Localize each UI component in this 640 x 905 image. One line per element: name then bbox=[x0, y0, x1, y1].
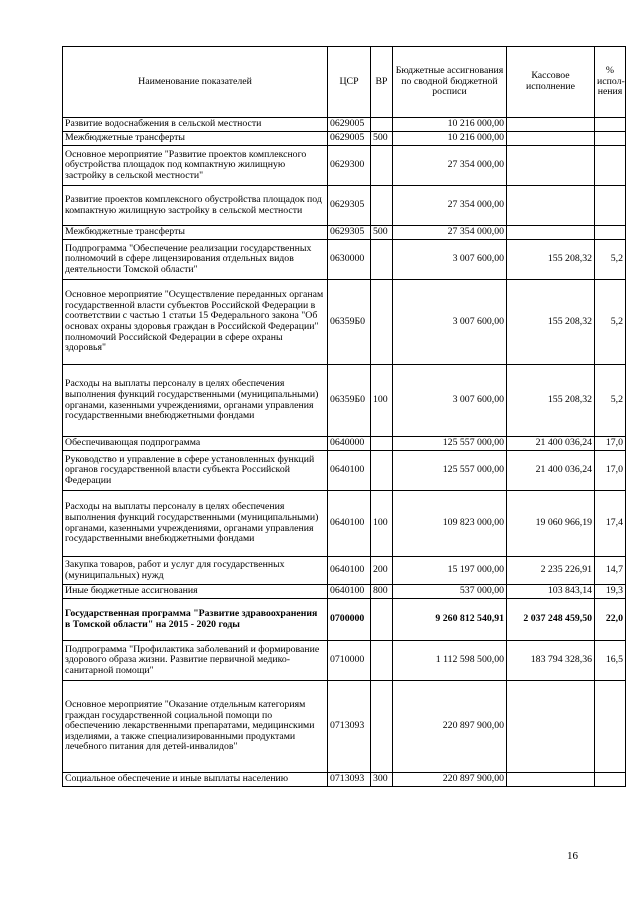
header-percent: % испол-нения bbox=[595, 47, 626, 118]
row-budget: 220 897 900,00 bbox=[393, 681, 507, 773]
row-vr bbox=[371, 641, 393, 681]
row-percent bbox=[595, 681, 626, 773]
row-percent: 17,0 bbox=[595, 451, 626, 491]
row-name: Иные бюджетные ассигнования bbox=[63, 585, 328, 599]
table-row bbox=[63, 491, 626, 557]
row-cash bbox=[507, 132, 595, 146]
row-cash: 19 060 966,19 bbox=[507, 491, 595, 557]
row-vr bbox=[371, 437, 393, 451]
row-percent: 5,2 bbox=[595, 280, 626, 365]
row-percent: 5,2 bbox=[595, 365, 626, 437]
row-vr bbox=[371, 280, 393, 365]
table-row bbox=[63, 132, 626, 146]
row-cash bbox=[507, 186, 595, 226]
row-name: Основное мероприятие "Осуществление переданных органам государственной власти субъектов Российской Федерации в соответствии с частью 1 статьи 15 Федерального закона "Об основах охраны здоровья граждан в Российской Федерации" полномочий Российской Федерации в сфере охраны здоровья" bbox=[63, 280, 328, 365]
row-percent bbox=[595, 226, 626, 240]
row-cash bbox=[507, 118, 595, 132]
table-body bbox=[63, 118, 626, 787]
row-csr: 0640100 bbox=[328, 557, 371, 585]
table-row bbox=[63, 451, 626, 491]
row-percent: 5,2 bbox=[595, 240, 626, 280]
row-csr: 06359Б0 bbox=[328, 280, 371, 365]
row-csr: 0630000 bbox=[328, 240, 371, 280]
row-csr: 0629005 bbox=[328, 132, 371, 146]
row-cash bbox=[507, 146, 595, 186]
table-row bbox=[63, 186, 626, 226]
row-percent bbox=[595, 186, 626, 226]
row-name: Государственная программа "Развитие здравоохранения в Томской области" на 2015 - 2020 годы bbox=[63, 599, 328, 641]
table-row bbox=[63, 240, 626, 280]
row-csr: 0700000 bbox=[328, 599, 371, 641]
header-vr: ВР bbox=[371, 47, 393, 118]
row-budget: 9 260 812 540,91 bbox=[393, 599, 507, 641]
row-cash: 155 208,32 bbox=[507, 240, 595, 280]
table-row bbox=[63, 599, 626, 641]
row-csr: 0713093 bbox=[328, 773, 371, 787]
row-csr: 0640100 bbox=[328, 491, 371, 557]
row-budget: 27 354 000,00 bbox=[393, 146, 507, 186]
row-cash: 2 235 226,91 bbox=[507, 557, 595, 585]
row-cash bbox=[507, 681, 595, 773]
row-vr bbox=[371, 599, 393, 641]
row-csr: 0713093 bbox=[328, 681, 371, 773]
header-csr: ЦСР bbox=[328, 47, 371, 118]
row-budget: 1 112 598 500,00 bbox=[393, 641, 507, 681]
row-percent bbox=[595, 118, 626, 132]
row-vr: 100 bbox=[371, 491, 393, 557]
row-name: Закупка товаров, работ и услуг для государственных (муниципальных) нужд bbox=[63, 557, 328, 585]
row-name: Социальное обеспечение и иные выплаты населению bbox=[63, 773, 328, 787]
row-vr: 500 bbox=[371, 132, 393, 146]
row-percent: 19,3 bbox=[595, 585, 626, 599]
row-vr: 500 bbox=[371, 226, 393, 240]
row-percent bbox=[595, 773, 626, 787]
row-budget: 27 354 000,00 bbox=[393, 186, 507, 226]
row-csr: 0629300 bbox=[328, 146, 371, 186]
row-budget: 220 897 900,00 bbox=[393, 773, 507, 787]
row-name: Межбюджетные трансферты bbox=[63, 132, 328, 146]
table-row bbox=[63, 146, 626, 186]
table-row bbox=[63, 118, 626, 132]
row-name: Развитие водоснабжения в сельской местности bbox=[63, 118, 328, 132]
row-vr bbox=[371, 186, 393, 226]
row-budget: 537 000,00 bbox=[393, 585, 507, 599]
row-percent: 14,7 bbox=[595, 557, 626, 585]
row-csr: 06359Б0 bbox=[328, 365, 371, 437]
row-cash: 2 037 248 459,50 bbox=[507, 599, 595, 641]
row-vr: 100 bbox=[371, 365, 393, 437]
row-csr: 0629305 bbox=[328, 186, 371, 226]
row-cash: 155 208,32 bbox=[507, 280, 595, 365]
budget-execution-table bbox=[62, 46, 626, 787]
row-cash: 103 843,14 bbox=[507, 585, 595, 599]
table-row bbox=[63, 557, 626, 585]
table-row bbox=[63, 681, 626, 773]
row-name: Основное мероприятие "Развитие проектов комплексного обустройства площадок под компактную жилищную застройку в сельской местности" bbox=[63, 146, 328, 186]
row-name: Расходы на выплаты персоналу в целях обеспечения выполнения функций государственными (муниципальными) органами, казенными учреждениями, органами управления государственными внебюджетными фондами bbox=[63, 491, 328, 557]
row-vr bbox=[371, 240, 393, 280]
row-csr: 0629005 bbox=[328, 118, 371, 132]
row-csr: 0629305 bbox=[328, 226, 371, 240]
row-cash: 21 400 036,24 bbox=[507, 437, 595, 451]
table-row bbox=[63, 365, 626, 437]
row-csr: 0640100 bbox=[328, 451, 371, 491]
row-budget: 10 216 000,00 bbox=[393, 118, 507, 132]
row-csr: 0640000 bbox=[328, 437, 371, 451]
header-name: Наименование показателей bbox=[63, 47, 328, 118]
row-name: Руководство и управление в сфере установленных функций органов государственной власти субъекта Российской Федерации bbox=[63, 451, 328, 491]
table-header-row bbox=[63, 47, 626, 118]
row-vr: 300 bbox=[371, 773, 393, 787]
row-cash: 183 794 328,36 bbox=[507, 641, 595, 681]
table-row bbox=[63, 585, 626, 599]
row-name: Подпрограмма "Обеспечение реализации государственных полномочий в сфере лицензирования отдельных видов деятельности Томской области" bbox=[63, 240, 328, 280]
row-cash: 155 208,32 bbox=[507, 365, 595, 437]
row-name: Межбюджетные трансферты bbox=[63, 226, 328, 240]
row-percent: 17,4 bbox=[595, 491, 626, 557]
row-budget: 125 557 000,00 bbox=[393, 451, 507, 491]
header-budget: Бюджетные ассигнования по сводной бюджетной росписи bbox=[393, 47, 507, 118]
row-cash bbox=[507, 226, 595, 240]
row-percent bbox=[595, 146, 626, 186]
row-cash: 21 400 036,24 bbox=[507, 451, 595, 491]
row-vr bbox=[371, 681, 393, 773]
row-name: Основное мероприятие "Оказание отдельным категориям граждан государственной социальной помощи по обеспечению лекарственными препаратами, медицинскими изделиями, а также специализированными продуктами лечебного питания для детей-инвалидов" bbox=[63, 681, 328, 773]
header-cash: Кассовое исполнение bbox=[507, 47, 595, 118]
row-percent: 17,0 bbox=[595, 437, 626, 451]
row-name: Развитие проектов комплексного обустройства площадок под компактную жилищную застройку в сельской местности bbox=[63, 186, 328, 226]
table-row bbox=[63, 437, 626, 451]
row-budget: 10 216 000,00 bbox=[393, 132, 507, 146]
row-percent bbox=[595, 132, 626, 146]
table-row bbox=[63, 773, 626, 787]
row-budget: 109 823 000,00 bbox=[393, 491, 507, 557]
page-number: 16 bbox=[567, 850, 578, 862]
row-vr: 200 bbox=[371, 557, 393, 585]
row-budget: 3 007 600,00 bbox=[393, 280, 507, 365]
row-csr: 0640100 bbox=[328, 585, 371, 599]
row-budget: 125 557 000,00 bbox=[393, 437, 507, 451]
row-name: Расходы на выплаты персоналу в целях обеспечения выполнения функций государственными (муниципальными) органами, казенными учреждениями, органами управления государственными внебюджетными фондами bbox=[63, 365, 328, 437]
row-name: Подпрограмма "Профилактика заболеваний и формирование здорового образа жизни. Развитие первичной медико-санитарной помощи" bbox=[63, 641, 328, 681]
row-vr: 800 bbox=[371, 585, 393, 599]
table-row bbox=[63, 226, 626, 240]
row-vr bbox=[371, 146, 393, 186]
row-vr bbox=[371, 451, 393, 491]
row-budget: 3 007 600,00 bbox=[393, 365, 507, 437]
row-vr bbox=[371, 118, 393, 132]
row-percent: 16,5 bbox=[595, 641, 626, 681]
row-percent: 22,0 bbox=[595, 599, 626, 641]
row-budget: 27 354 000,00 bbox=[393, 226, 507, 240]
row-csr: 0710000 bbox=[328, 641, 371, 681]
row-name: Обеспечивающая подпрограмма bbox=[63, 437, 328, 451]
row-budget: 3 007 600,00 bbox=[393, 240, 507, 280]
table-row bbox=[63, 641, 626, 681]
table-row bbox=[63, 280, 626, 365]
row-cash bbox=[507, 773, 595, 787]
row-budget: 15 197 000,00 bbox=[393, 557, 507, 585]
